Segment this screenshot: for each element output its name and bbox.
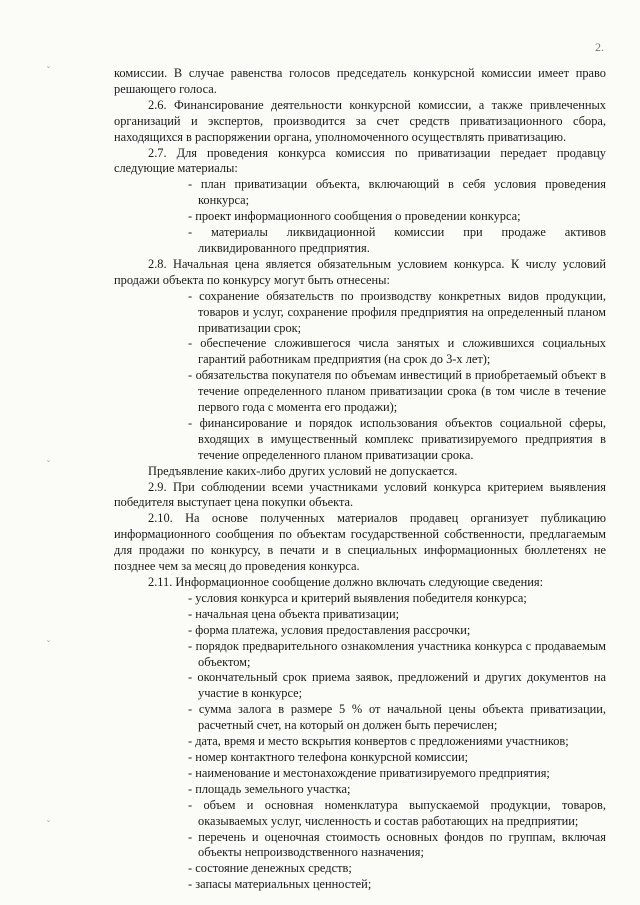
list-item: - запасы материальных ценностей; (188, 877, 372, 892)
paragraph: 2.10. На основе полученных материалов продавец организует публикацию информационного сообщения по объектам государственной собственности, предлагаемым для продажи по конкурсу, в печати и в специальных информационных бюллетенях не позднее чем за месяц до проведения конкурса. (114, 511, 606, 574)
document-body (114, 66, 606, 893)
page-number: 2. (595, 40, 604, 54)
list-item: - номер контактного телефона конкурсной комиссии; (188, 749, 469, 764)
scan-mark: ˇ (46, 820, 51, 831)
paragraph: комиссии. В случае равенства голосов председатель конкурсной комиссии имеет право решающего голоса. (114, 66, 606, 96)
list-item: - площадь земельного участка; (188, 781, 351, 796)
list-item: - сохранение обязательств по производству конкретных видов продукции, товаров и услуг, сохранение профиля предприятия на определенный планом приватизации срок; (188, 288, 606, 335)
list-item: - финансирование и порядок использования объектов социальной сферы, входящих в имущественный комплекс приватизируемого предприятия в течение определенного планом приватизации срока. (188, 415, 606, 462)
list-item: - наименование и местонахождение приватизируемого предприятия; (188, 765, 550, 780)
paragraph: 2.9. При соблюдении всеми участниками условий конкурса критерием выявления победителя выступает цена покупки объекта. (114, 479, 606, 510)
list-item: - обязательства покупателя по объемам инвестиций в приобретаемый объект в течение определенного планом приватизации срока (в том числе в течение первого года с момента его продажи); (188, 368, 606, 415)
scan-mark: ˇ (46, 66, 51, 77)
paragraph: 2.7. Для проведения конкурса комиссия по приватизации передает продавцу следующие материалы: (114, 145, 606, 176)
list-item: - начальная цена объекта приватизации; (188, 606, 400, 621)
paragraph: 2.6. Финансирование деятельности конкурсной комиссии, а также привлеченных организаций и экспертов, производится за счет средств приватизационного сбора, находящихся в распоряжении органа, уполномоченного осуществлять приватизацию. (114, 97, 606, 144)
list-item: - условия конкурса и критерий выявления победителя конкурса; (188, 590, 527, 605)
list-item: - перечень и оценочная стоимость основных фондов по группам, включая объекты непроизводственного назначения; (188, 829, 606, 860)
list-item: - окончательный срок приема заявок, предложений и других документов на участие в конкурсе; (188, 670, 606, 701)
list-item: - дата, время и место вскрытия конвертов с предложениями участников; (188, 734, 569, 749)
list-item: - материалы ликвидационной комиссии при продаже активов ликвидированного предприятия. (188, 225, 606, 255)
list-item: - форма платежа, условия предоставления рассрочки; (188, 622, 471, 637)
list-item: - план приватизации объекта, включающий в себя условия проведения конкурса; (188, 177, 606, 208)
list-item: - проект информационного сообщения о проведении конкурса; (188, 209, 521, 224)
scan-mark: ˇ (46, 640, 51, 651)
paragraph: Предъявление каких-либо других условий не допускается. (148, 463, 458, 478)
paragraph: 2.11. Информационное сообщение должно включать следующие сведения: (148, 575, 544, 589)
list-item: - сумма залога в размере 5 % от начальной цены объекта приватизации, расчетный счет, на который он должен быть перечислен; (188, 702, 606, 733)
list-item: - состояние денежных средств; (188, 861, 352, 876)
paragraph: 2.8. Начальная цена является обязательным условием конкурса. К числу условий продажи объекта по конкурсу могут быть отнесены: (114, 256, 606, 287)
list-item: - объем и основная номенклатура выпускаемой продукции, товаров, оказываемых услуг, численность и состав работающих на предприятии; (188, 797, 606, 828)
list-item: - порядок предварительного ознакомления участника конкурса с продаваемым объектом; (188, 638, 606, 669)
scan-mark: ˇ (46, 460, 51, 471)
list-item: - обеспечение сложившегося числа занятых и сложившихся социальных гарантий работникам предприятия (на срок до 3-х лет); (188, 336, 606, 367)
